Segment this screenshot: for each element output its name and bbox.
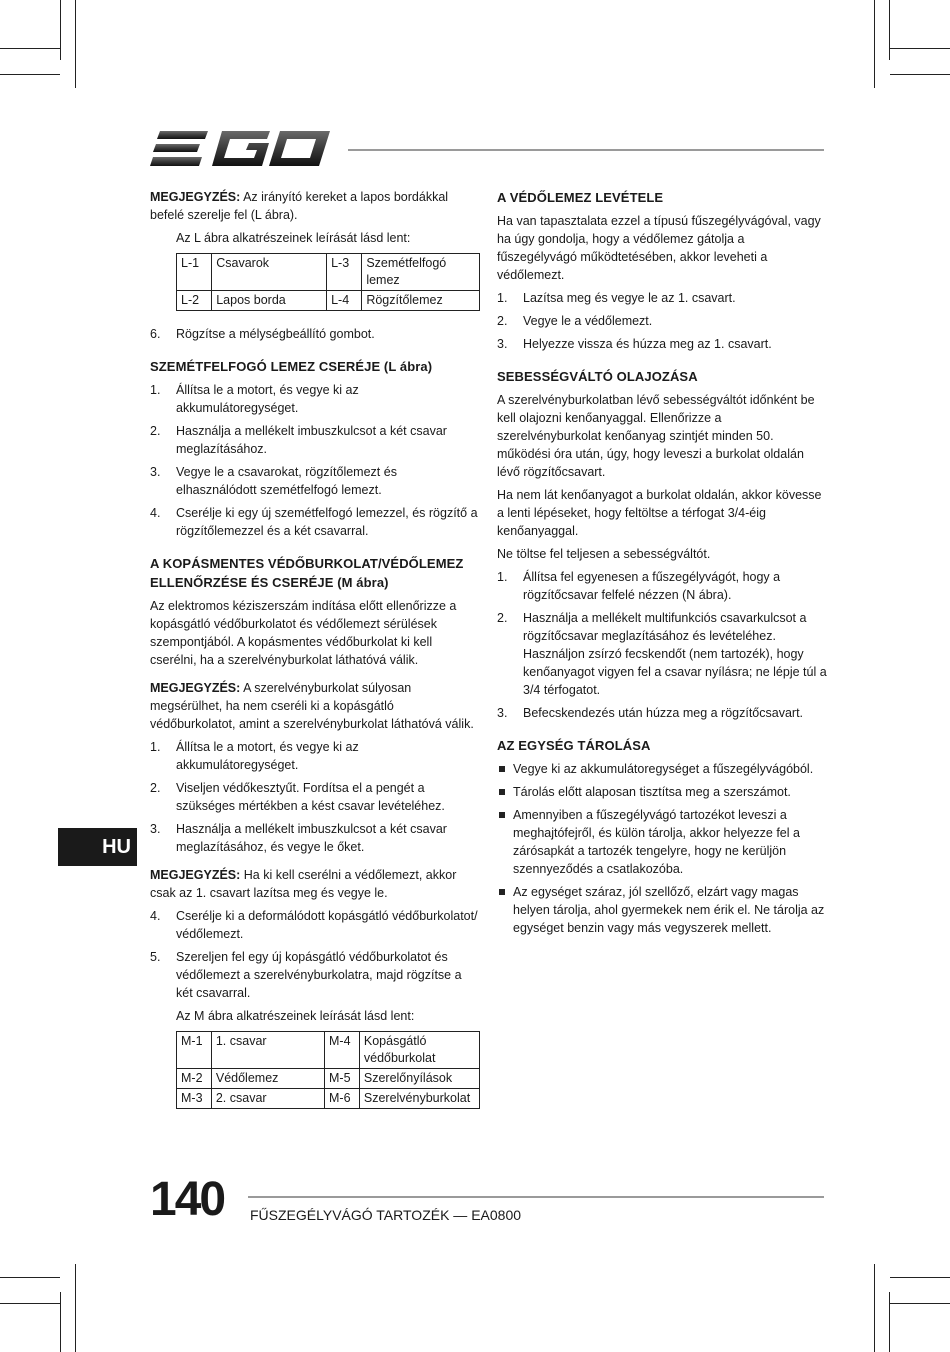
parts-table-l: [176, 253, 480, 311]
part-code: L-3: [327, 254, 362, 291]
part-code: M-1: [177, 1032, 212, 1069]
part-code: M-3: [177, 1089, 212, 1109]
step-text: Rögzítse a mélységbeállító gombot.: [176, 327, 375, 341]
step-number: 2.: [150, 781, 161, 795]
table-row: [177, 1089, 480, 1109]
step-text: Lazítsa meg és vegye le az 1. csavart.: [523, 291, 736, 305]
step-number: 3.: [150, 822, 161, 836]
part-code: L-1: [177, 254, 212, 291]
crop-mark: [60, 1292, 61, 1352]
part-code: M-4: [325, 1032, 360, 1069]
paragraph: A szerelvényburkolatban lévő sebességváltót időnként be kell olajozni kenőanyaggal. Ellenőrizze a szerelvényburkolat kenőanyag szintjét minden 50. működési óra után, úgy, hogy leveszi a burkolat oldalán lévő rögzítőcsavart.: [497, 393, 815, 479]
list-item: [497, 783, 827, 801]
list-item: [497, 568, 827, 604]
note: [150, 188, 480, 224]
crop-mark: [890, 74, 950, 75]
step-text: Állítsa le a motort, és vegye ki az akkumulátoregységet.: [176, 740, 359, 772]
step-number: 3.: [150, 465, 161, 479]
list-item: [150, 907, 480, 943]
step-text: Viseljen védőkesztyűt. Fordítsa el a pengét a szükséges mértékben a kést csavar levételéhez.: [176, 781, 445, 813]
bullet-list: [497, 760, 827, 937]
part-name: Kopásgátló védőburkolat: [359, 1032, 479, 1069]
list-item: [150, 738, 480, 774]
step-text: Vegye le a védőlemezt.: [523, 314, 653, 328]
bullet-text: Amennyiben a fűszegélyvágó tartozékot leveszi a meghajtófejről, és külön tárolja, akkor helyezze fel a zárósapkát a tartozék tengelyre, hogy ne kerüljön szennyeződés a csatlakozóba.: [513, 808, 800, 876]
step-text: Helyezze vissza és húzza meg az 1. csavart.: [523, 337, 772, 351]
step-text: Állítsa fel egyenesen a fűszegélyvágót, hogy a rögzítőcsavar felfelé nézzen (N ábra).: [523, 570, 781, 602]
bullet-text: Vegye ki az akkumulátoregységet a fűszegélyvágóból.: [513, 762, 814, 776]
part-code: L-2: [177, 291, 212, 311]
part-name: Rögzítőlemez: [362, 291, 480, 311]
table-row: [177, 254, 480, 291]
list-item: [497, 289, 827, 307]
step-text: Cserélje ki a deformálódott kopásgátló védőburkolatot/ védőlemezt.: [176, 909, 478, 941]
header-rule: [348, 149, 824, 151]
section-heading: AZ EGYSÉG TÁROLÁSA: [497, 738, 651, 753]
list-item: [497, 704, 827, 722]
list-item: [150, 381, 480, 417]
ego-logo: [150, 128, 332, 175]
list-item: [150, 779, 480, 815]
list-item: [497, 312, 827, 330]
step-text: Cserélje ki egy új szemétfelfogó lemezzel, és rögzítő a rögzítőlemezzel és a két csavarral.: [176, 506, 478, 538]
step-number: 5.: [150, 950, 161, 964]
crop-mark: [75, 0, 76, 88]
note-label: MEGJEGYZÉS:: [150, 868, 241, 882]
step-text: Állítsa le a motort, és vegye ki az akkumulátoregységet.: [176, 383, 359, 415]
step-list: [150, 325, 480, 343]
list-item: [150, 948, 480, 1002]
step-list: [497, 568, 827, 722]
crop-mark: [874, 0, 875, 88]
list-item: [497, 760, 827, 778]
crop-mark: [0, 1303, 60, 1304]
step-number: 1.: [497, 291, 508, 305]
part-name: Szerelvényburkolat: [359, 1089, 479, 1109]
list-item: [150, 463, 480, 499]
step-list: [150, 738, 480, 856]
crop-mark: [890, 48, 950, 49]
crop-mark: [889, 1292, 890, 1352]
list-item: [150, 504, 480, 540]
crop-mark: [75, 1264, 76, 1352]
paragraph: Az elektromos kéziszerszám indítása előtt ellenőrizze a kopásgátló védőburkolatot és védőlemezt sérülések szempontjából. A kopásmentes védőburkolat ki kell cserélni, ha a szerelvényburkolat láthatóvá válik.: [150, 599, 457, 667]
parts-table-m: [176, 1031, 480, 1109]
note-text: Az irányító kereket a lapos bordákkal befelé szerelje fel (L ábra).: [150, 190, 449, 222]
note: [150, 679, 480, 733]
part-name: Lapos borda: [212, 291, 327, 311]
paragraph: Ha nem lát kenőanyagot a burkolat oldalán, akkor kövesse a lenti lépéseket, hogy feltöltse a térfogat 3/4-éig kenőanyaggal.: [497, 488, 822, 538]
crop-mark: [889, 0, 890, 60]
step-list: [150, 907, 480, 1002]
list-item: [150, 820, 480, 856]
step-number: 2.: [497, 611, 508, 625]
crop-mark: [0, 48, 60, 49]
crop-mark: [890, 1277, 950, 1278]
step-number: 3.: [497, 706, 508, 720]
paragraph: Ha van tapasztalata ezzel a típusú fűszegélyvágóval, vagy ha úgy gondolja, hogy a védőlemez gátolja a fűszegélyvágó működtetésében, akkor leveheti a védőlemezt.: [497, 214, 821, 282]
list-item: [150, 325, 480, 343]
square-bullet-icon: [499, 889, 505, 895]
step-text: Használja a mellékelt multifunkciós csavarkulcsot a rögzítőcsavar meglazításához és levételéhez. Használjon zsírzó fecskendőt (nem tartozék), hogy kenőanyagot vigyen fel a csavar nyílásra; ne lépje túl a 3/4 térfogatot.: [523, 611, 827, 697]
step-number: 4.: [150, 909, 161, 923]
step-text: Vegye le a csavarokat, rögzítőlemezt és elhasználódott szemétfelfogó lemezt.: [176, 465, 397, 497]
table-row: [177, 1032, 480, 1069]
part-name: Védőlemez: [211, 1069, 324, 1089]
note-label: MEGJEGYZÉS:: [150, 681, 241, 695]
table-row: [177, 291, 480, 311]
step-text: Szereljen fel egy új kopásgátló védőburkolatot és védőlemezt a szerelvényburkolatra, majd rögzítse a két csavarral.: [176, 950, 462, 1000]
section-heading: A VÉDŐLEMEZ LEVÉTELE: [497, 190, 664, 205]
part-name: Szerelőnyílások: [359, 1069, 479, 1089]
part-code: L-4: [327, 291, 362, 311]
left-column: [150, 188, 480, 1123]
step-number: 3.: [497, 337, 508, 351]
step-list: [150, 381, 480, 540]
part-code: M-6: [325, 1089, 360, 1109]
part-name: Szemétfelfogó lemez: [362, 254, 480, 291]
table-intro: Az M ábra alkatrészeinek leírását lásd lent:: [176, 1009, 415, 1023]
footer-rule: [248, 1196, 824, 1198]
footer-title: FŰSZEGÉLYVÁGÓ TARTOZÉK — EA0800: [250, 1207, 522, 1223]
list-item: [497, 609, 827, 699]
list-item: [497, 335, 827, 353]
step-number: 2.: [497, 314, 508, 328]
square-bullet-icon: [499, 766, 505, 772]
list-item: [497, 883, 827, 937]
bullet-text: Tárolás előtt alaposan tisztítsa meg a szerszámot.: [513, 785, 791, 799]
language-tab: HU: [58, 828, 137, 866]
square-bullet-icon: [499, 789, 505, 795]
step-number: 1.: [150, 740, 161, 754]
part-code: M-5: [325, 1069, 360, 1089]
list-item: [497, 806, 827, 878]
part-code: M-2: [177, 1069, 212, 1089]
note-text: Ha ki kell cserélni a védőlemezt, akkor csak az 1. csavart lazítsa meg és vegye le.: [150, 868, 457, 900]
paragraph: Ne töltse fel teljesen a sebességváltót.: [497, 547, 711, 561]
table-row: [177, 1069, 480, 1089]
step-text: Befecskendezés után húzza meg a rögzítőcsavart.: [523, 706, 804, 720]
step-number: 6.: [150, 327, 161, 341]
crop-mark: [874, 1264, 875, 1352]
part-name: 2. csavar: [211, 1089, 324, 1109]
note-text: A szerelvényburkolat súlyosan megsérülhet, ha nem cseréli ki a kopásgátló védőburkolatot, amint a szerelvényburkolat láthatóvá válik.: [150, 681, 474, 731]
step-number: 1.: [497, 570, 508, 584]
part-name: 1. csavar: [211, 1032, 324, 1069]
section-heading: A KOPÁSMENTES VÉDŐBURKOLAT/VÉDŐLEMEZ ELLENŐRZÉSE ÉS CSERÉJE (M ábra): [150, 556, 464, 590]
step-number: 2.: [150, 424, 161, 438]
crop-mark: [0, 1277, 60, 1278]
step-list: [497, 289, 827, 353]
square-bullet-icon: [499, 812, 505, 818]
right-column: [497, 188, 827, 942]
step-text: Használja a mellékelt imbuszkulcsot a két csavar meglazításához.: [176, 424, 447, 456]
bullet-text: Az egységet száraz, jól szellőző, elzárt vagy magas helyen tárolja, ahol gyermekek nem érik el. Ne tárolja az egységet benzin vagy más vegyszerek mellett.: [513, 885, 825, 935]
step-number: 1.: [150, 383, 161, 397]
section-heading: SZEMÉTFELFOGÓ LEMEZ CSERÉJE (L ábra): [150, 359, 433, 374]
page-number: 140: [150, 1173, 225, 1226]
crop-mark: [890, 1303, 950, 1304]
list-item: [150, 422, 480, 458]
crop-mark: [0, 74, 60, 75]
part-name: Csavarok: [212, 254, 327, 291]
table-intro: Az L ábra alkatrészeinek leírását lásd lent:: [176, 231, 411, 245]
note-label: MEGJEGYZÉS:: [150, 190, 241, 204]
step-number: 4.: [150, 506, 161, 520]
note: [150, 866, 480, 902]
crop-mark: [60, 0, 61, 60]
step-text: Használja a mellékelt imbuszkulcsot a két csavar meglazításához, és vegye le őket.: [176, 822, 447, 854]
section-heading: SEBESSÉGVÁLTÓ OLAJOZÁSA: [497, 369, 698, 384]
